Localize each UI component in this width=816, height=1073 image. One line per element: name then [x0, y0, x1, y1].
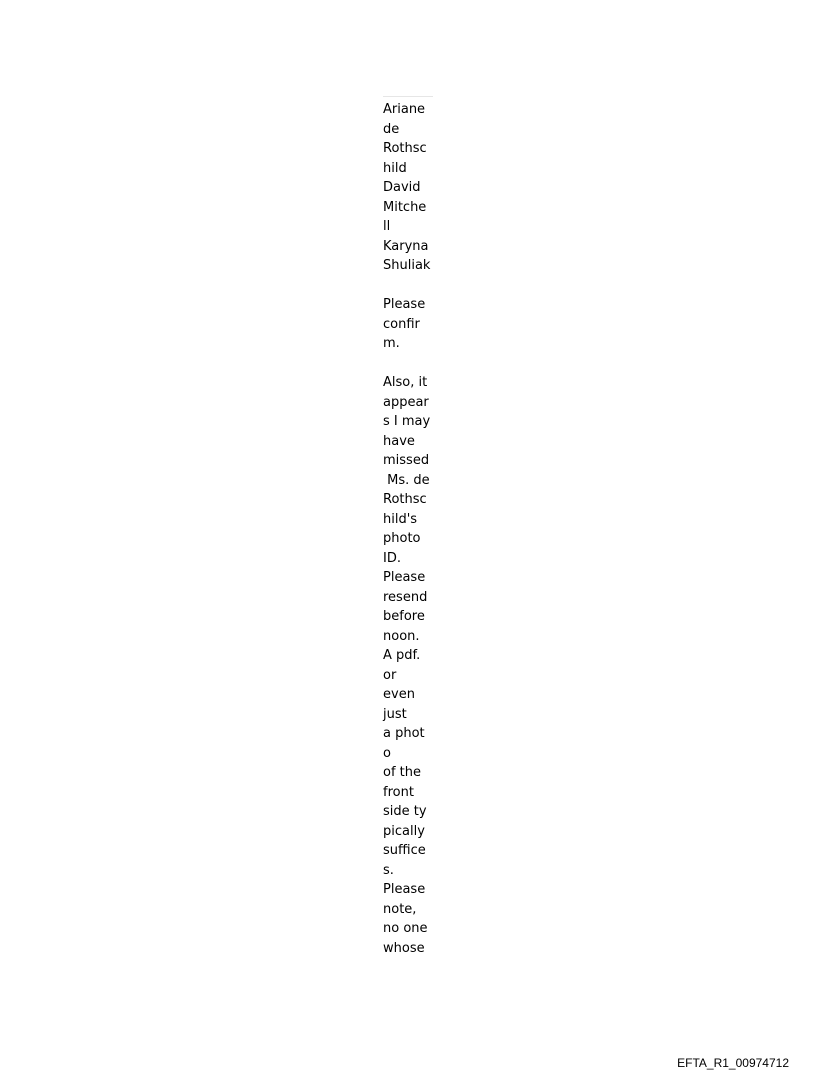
- message-line: noon.: [383, 628, 420, 644]
- message-line: A pdf.: [383, 648, 421, 663]
- message-line: have: [383, 433, 415, 449]
- message-line: no one: [383, 921, 428, 936]
- message-line: ll: [383, 219, 391, 234]
- message-line: appear: [383, 394, 429, 410]
- message-line: ID.: [383, 550, 401, 566]
- message-line: Please: [383, 882, 426, 897]
- message-line: o: [383, 745, 391, 761]
- message-line: confir: [383, 316, 420, 332]
- message-line: note,: [383, 901, 417, 917]
- message-line: missed: [383, 453, 430, 468]
- message-line: Rothsc: [383, 141, 427, 156]
- message-line: Please: [383, 570, 426, 585]
- message-line: m.: [383, 336, 400, 351]
- message-line: whose: [383, 940, 425, 956]
- message-line: or: [383, 667, 397, 683]
- message-line: resend: [383, 589, 428, 605]
- message-line: Also, it: [383, 375, 428, 390]
- message-line: of the: [383, 765, 421, 780]
- message-line: a phot: [383, 726, 425, 741]
- message-line: Karyna: [383, 238, 429, 254]
- message-line: photo: [383, 531, 421, 546]
- message-line: Rothsc: [383, 492, 427, 507]
- message-line: just: [383, 706, 407, 722]
- message-line: front: [383, 784, 414, 800]
- message-line: even: [383, 687, 415, 702]
- message-line: before: [383, 609, 425, 624]
- message-line: pically: [383, 823, 425, 839]
- message-text-column: [383, 96, 433, 958]
- message-line: Mitche: [383, 199, 427, 215]
- message-line: Ms. de: [383, 472, 430, 488]
- message-line: [383, 276, 433, 296]
- message-line: Shuliak: [383, 258, 431, 273]
- message-line: side ty: [383, 804, 427, 819]
- message-line: hild's: [383, 511, 418, 527]
- message-line: Ariane: [383, 102, 426, 117]
- document-id-footer: EFTA_R1_00974712: [677, 1056, 789, 1070]
- message-line: s I may: [383, 414, 431, 429]
- message-line: David: [383, 180, 421, 195]
- message-line: hild: [383, 160, 407, 176]
- message-line: de: [383, 121, 400, 137]
- message-line: [383, 354, 433, 374]
- message-line: Please: [383, 297, 426, 312]
- message-line: suffice: [383, 843, 426, 858]
- message-line: s.: [383, 862, 394, 878]
